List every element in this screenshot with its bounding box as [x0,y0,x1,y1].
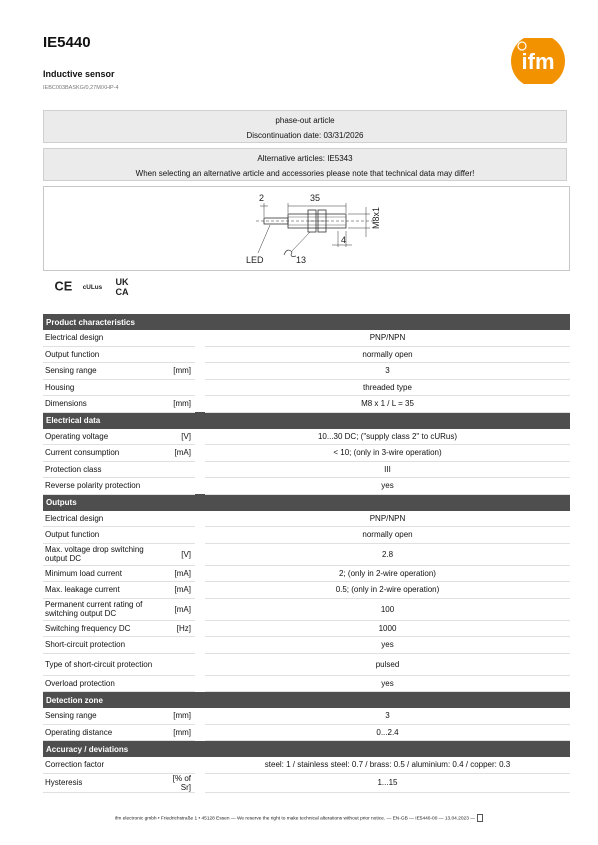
row-label: Electrical design [43,511,165,527]
row-value: 3 [205,708,570,724]
row-unit: [% of Sr] [165,773,195,792]
page-footer [0,814,598,822]
row-value: yes [205,637,570,654]
row-unit [165,511,195,527]
row-value: 0...2.4 [205,724,570,741]
section-title: Electrical data [43,412,570,429]
table-row [43,637,570,654]
row-label: Sensing range [43,363,165,380]
table-row [43,582,570,599]
row-gap [195,379,205,396]
row-gap [195,757,205,773]
row-value: 2.8 [205,543,570,565]
table-row [43,724,570,741]
row-value: 1...15 [205,773,570,792]
row-gap [195,330,205,346]
certification-marks [50,277,150,297]
discontinuation-date: Discontinuation date: 03/31/2026 [246,131,364,140]
table-row [43,675,570,692]
row-label: Output function [43,346,165,363]
row-value: 1000 [205,620,570,637]
section-header [43,412,570,429]
dim-35-label: 35 [310,193,321,203]
section-header [43,692,570,709]
row-value: normally open [205,346,570,363]
row-gap [195,543,205,565]
table-row [43,429,570,445]
section-title: Product characteristics [43,314,570,330]
table-row [43,445,570,462]
row-unit [165,757,195,773]
page-title: IE5440 [43,34,91,51]
row-unit: [mm] [165,724,195,741]
row-gap [195,511,205,527]
row-value: threaded type [205,379,570,396]
sensor-dimension-drawing [244,189,384,269]
dim-13-label: 13 [296,255,307,265]
row-gap [195,363,205,380]
table-row [43,620,570,637]
row-label: Short-circuit protection [43,637,165,654]
row-unit [165,330,195,346]
row-gap [195,708,205,724]
row-gap [195,527,205,544]
row-unit [165,379,195,396]
row-unit: [mA] [165,582,195,599]
ifm-logo [510,38,566,84]
table-row [43,527,570,544]
table-row [43,478,570,495]
culus-mark: cULus [82,283,103,291]
footer-text: ifm electronic gmbh • Friedrichstraße 1 • 45128 Essen — We reserve the right to make technical alterations without prior notice. — EN-GB — IE5440-00 — 13.04.2023 — [114,816,475,822]
row-value: normally open [205,527,570,544]
row-gap [195,478,205,495]
table-row [43,757,570,773]
row-unit [165,675,195,692]
row-unit: [mA] [165,445,195,462]
row-label: Type of short-circuit protection [43,653,165,675]
article-code: IEBC003BASKG/0,27M/XHP-4 [43,85,119,91]
table-row [43,396,570,413]
table-row [43,773,570,792]
phase-out-label: phase-out article [275,116,335,125]
row-gap [195,773,205,792]
row-gap [195,565,205,582]
row-label: Permanent current rating of switching output DC [43,598,165,620]
row-value: III [205,461,570,478]
dim-4-label: 4 [341,235,347,245]
logo-text: ifm [521,49,555,74]
table-row [43,511,570,527]
row-unit: [Hz] [165,620,195,637]
row-unit: [V] [165,429,195,445]
row-unit [165,653,195,675]
table-row [43,565,570,582]
section-title: Outputs [43,494,570,511]
row-value: 3 [205,363,570,380]
row-unit: [V] [165,543,195,565]
row-gap [195,346,205,363]
table-row [43,363,570,380]
row-label: Minimum load current [43,565,165,582]
row-label: Electrical design [43,330,165,346]
row-unit [165,346,195,363]
row-label: Hysteresis [43,773,165,792]
row-label: Switching frequency DC [43,620,165,637]
row-value: < 10; (only in 3-wire operation) [205,445,570,462]
row-gap [195,653,205,675]
section-title: Accuracy / deviations [43,741,570,758]
page-icon [477,814,483,822]
row-gap [195,598,205,620]
table-row [43,543,570,565]
row-unit: [mm] [165,708,195,724]
row-label: Max. voltage drop switching output DC [43,543,165,565]
row-gap [195,637,205,654]
row-gap [195,445,205,462]
row-unit: [mA] [165,565,195,582]
ukca-mark-top: UK [115,277,129,288]
row-unit: [mm] [165,363,195,380]
row-value: PNP/NPN [205,330,570,346]
alternatives-notice [43,148,567,181]
table-row [43,379,570,396]
section-header [43,314,570,330]
row-unit: [mA] [165,598,195,620]
row-label: Overload protection [43,675,165,692]
row-label: Current consumption [43,445,165,462]
row-value: 100 [205,598,570,620]
table-row [43,708,570,724]
row-value: 0.5; (only in 2-wire operation) [205,582,570,599]
table-row [43,330,570,346]
row-gap [195,582,205,599]
row-label: Operating distance [43,724,165,741]
ukca-mark-bottom: CA [115,287,129,297]
row-value: pulsed [205,653,570,675]
ce-mark: CE [54,278,73,294]
row-unit [165,461,195,478]
dim-2-label: 2 [259,193,265,203]
row-value: 2; (only in 2-wire operation) [205,565,570,582]
table-row [43,598,570,620]
row-label: Operating voltage [43,429,165,445]
table-row [43,346,570,363]
row-label: Max. leakage current [43,582,165,599]
row-gap [195,429,205,445]
dim-thread-label: M8x1 [371,206,381,229]
product-subtitle: Inductive sensor [43,69,115,79]
specifications-table [43,314,570,793]
dimension-drawing-box [43,186,570,271]
row-gap [195,396,205,413]
row-gap [195,675,205,692]
row-unit [165,478,195,495]
row-label: Dimensions [43,396,165,413]
row-unit: [mm] [165,396,195,413]
table-row [43,461,570,478]
row-value: M8 x 1 / L = 35 [205,396,570,413]
row-label: Housing [43,379,165,396]
row-label: Sensing range [43,708,165,724]
row-unit [165,637,195,654]
row-gap [195,620,205,637]
row-value: 10...30 DC; ("supply class 2" to cURus) [205,429,570,445]
row-label: Protection class [43,461,165,478]
section-header [43,741,570,758]
row-unit [165,527,195,544]
row-value: yes [205,478,570,495]
row-value: yes [205,675,570,692]
row-label: Correction factor [43,757,165,773]
table-row [43,653,570,675]
led-label: LED [246,255,264,265]
row-label: Reverse polarity protection [43,478,165,495]
row-value: PNP/NPN [205,511,570,527]
alternatives-note: When selecting an alternative article and accessories please note that technical data may differ! [135,169,475,178]
row-gap [195,724,205,741]
row-value: steel: 1 / stainless steel: 0.7 / brass: 0.5 / aluminium: 0.4 / copper: 0.3 [205,757,570,773]
row-label: Output function [43,527,165,544]
section-title: Detection zone [43,692,570,709]
phase-out-notice [43,110,567,143]
alternative-articles[interactable]: Alternative articles: IE5343 [257,154,353,163]
section-header [43,494,570,511]
row-gap [195,461,205,478]
